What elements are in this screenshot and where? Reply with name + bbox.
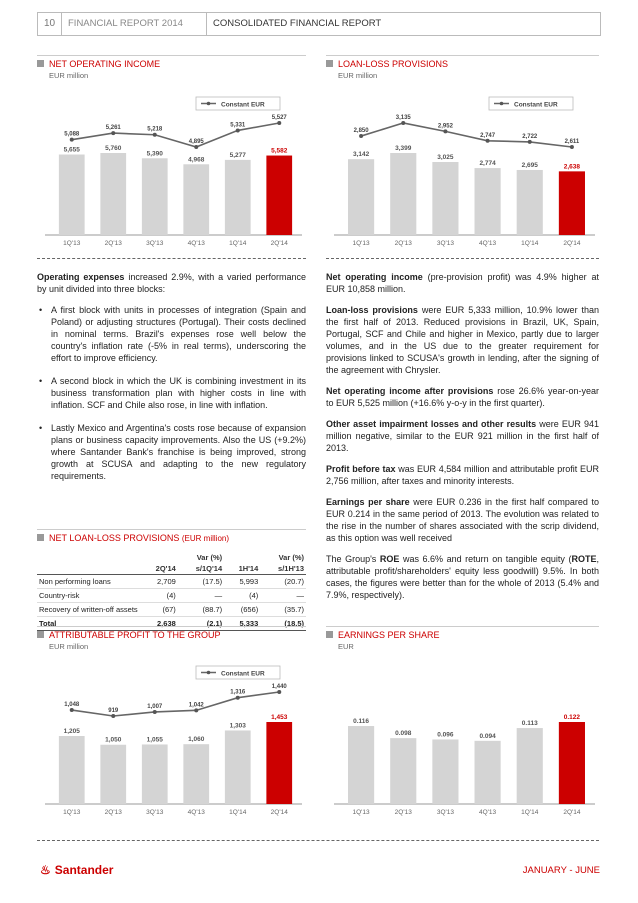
bar [225,160,251,235]
line-value-label: 2,747 [480,132,496,139]
bar-value-label: 1,060 [188,736,205,744]
bar-value-label: 1,055 [146,736,163,744]
category-tick-label: 2Q'13 [394,240,412,247]
category-tick-label: 3Q'13 [146,240,164,247]
bar [225,730,251,804]
paragraph: Net operating income after provisions rose 26.6% year-on-year to EUR 5,525 million (+16.6% y-o-y in the first quarter). [326,386,599,408]
category-tick-label: 2Q'13 [104,809,122,816]
bar-value-label: 0.094 [479,732,496,740]
legend-label: Constant EUR [221,101,265,109]
net-operating-income-chart [37,95,306,250]
chart4-subtitle: EUR [338,642,354,651]
bar [475,168,501,235]
category-tick-label: 3Q'13 [146,809,164,816]
category-tick-label: 3Q'13 [436,809,454,816]
category-tick-label: 2Q'13 [394,809,412,816]
paragraph: Loan-loss provisions were EUR 5,333 million, 10.9% lower than the first half of 2013. Reduced provisions in Brazil, UK, Spain, Portugal, SCF and Chile and higher in Mexico, partly due to larger volumes, and in the US due to the greater requirement for provisions linked to SCUSA's growth in lending, after the signing of the agreement with Chrysler. [326,305,600,375]
category-tick-label: 2Q'14 [270,240,288,247]
bar [432,739,458,804]
legend-label: Constant EUR [514,101,558,109]
paragraph: Other asset impairment losses and other results were EUR 941 million negative, similar to the EUR 921 million in the first half of 2013. [326,419,599,453]
bar-value-label: 1,050 [105,736,122,744]
line-value-label: 2,952 [437,123,453,130]
operating-expenses-text: Operating expenses increased 2.9%, with a varied performance by unit divided into three blocks: • A first block with units in processes of integration (Spain and Poland) or adjusting structures (Portugal). Their costs declined in nominal terms. Brazil's expenses rose well below the country's inflation rate (-5% in real terms), underscoring the effort to improve efficiency. • A second block in which the UK is combining investment in its business transformation plan with higher costs in line with inflation. SCF and Chile also rose, in line with inflation. • Lastly Mexico and Argentina's costs rose because of expansion plans or business capacity improvements. Also the US (+9.2%) where Santander Bank's franchise is being improved, strong growth at SCUSA and adapting to the new regulatory requirements. [37,271,306,493]
bar-value-label: 5,655 [63,146,80,154]
bar [475,741,501,804]
category-tick-label: 3Q'13 [436,240,454,247]
category-tick-label: 1Q'13 [352,809,370,816]
table-row: Country-risk (4) — (4) — [37,589,306,603]
bar [59,154,85,235]
chart1-subtitle: EUR million [49,71,89,80]
bar-value-label: 2,774 [479,160,496,168]
line-value-label: 1,007 [147,703,163,710]
bar-value-label: 5,582 [271,147,288,155]
category-tick-label: 1Q'14 [521,809,539,816]
bar [266,722,292,804]
line-value-label: 4,895 [188,139,204,145]
line-value-label: 1,048 [64,702,80,709]
table-total-row: Total 2,638 (2.1) 5,333 (18.5) [37,617,306,631]
line-value-label: 2,611 [564,139,580,145]
loan-loss-provisions-table: 2Q'14 Var (%) 1H'14 Var (%) s/1Q'14 s/1H'13 Non performing loans 2,709 (17.5) 5,993 (20.7) Country-risk (4) — (4) — Recovery of written-off assets (67) (88.7) (656) (35.7) Total 2,638 (2.1) 5,333 (18.5) [37,552,306,631]
page-header [37,12,601,36]
chart3-subtitle: EUR million [49,642,89,651]
bar [348,726,374,804]
bar-value-label: 1,303 [229,722,246,730]
bar [100,153,126,235]
line-value-label: 2,722 [522,133,538,140]
bar-value-label: 0.098 [395,730,412,738]
bar [390,153,416,235]
bar-value-label: 2,638 [563,163,581,171]
paragraph: Net operating income (pre-provision profit) was 4.9% higher at EUR 10,858 million. [326,272,599,294]
bar-value-label: 0.096 [437,731,454,739]
line-value-label: 5,088 [64,131,80,138]
line-point [236,128,240,132]
bar-value-label: 1,453 [271,714,288,721]
category-tick-label: 2Q'13 [104,240,122,247]
bar-value-label: 5,760 [105,145,122,152]
chart4-title: EARNINGS PER SHARE [326,630,440,640]
attributable-profit-chart [37,664,306,819]
santander-logo: ♨ Santander [40,863,114,877]
line-point [194,145,198,149]
line-value-label: 919 [108,708,119,714]
line-point [194,708,198,712]
category-tick-label: 1Q'14 [229,240,247,247]
line-value-label: 5,261 [105,125,121,132]
flame-icon: ♨ [40,863,51,877]
category-tick-label: 2Q'14 [270,809,288,816]
line-point [486,139,490,143]
constant-eur-line [72,689,280,716]
line-value-label: 5,218 [147,126,163,133]
bar-value-label: 5,277 [229,151,246,159]
bar-value-label: 0.116 [353,718,370,726]
line-value-label: 3,135 [395,115,411,121]
paragraph: Profit before tax was EUR 4,584 million and attributable profit EUR 2,756 million, after taxes and minority interests. [326,464,599,486]
line-point [153,710,157,714]
bullet-item: • Lastly Mexico and Argentina's costs rose because of expansion plans or business capacity improvements. Also the US (+9.2%) where Santander Bank's franchise is being improved, strong growth at SCUSA and adapting to the new regulatory requirements. [37,422,306,482]
line-point [443,129,447,133]
bar [183,744,209,804]
legend-label: Constant EUR [221,670,265,678]
line-point [359,134,363,138]
bar-value-label: 3,142 [352,151,370,159]
category-tick-label: 1Q'14 [229,809,247,816]
bar [348,159,374,235]
category-tick-label: 1Q'13 [63,809,81,816]
line-value-label: 1,042 [188,702,204,709]
footer-period: JANUARY - JUNE [522,865,600,876]
bar-value-label: 2,695 [521,161,538,169]
category-tick-label: 4Q'13 [479,240,497,247]
legend-marker-icon [500,102,504,106]
line-value-label: 1,440 [271,684,287,690]
constant-eur-line [72,123,280,147]
bar [432,162,458,235]
report-title: FINANCIAL REPORT 2014 [68,18,183,29]
table-row: Non performing loans 2,709 (17.5) 5,993 (20.7) [37,575,306,589]
section-title: CONSOLIDATED FINANCIAL REPORT [213,18,382,29]
paragraph: Earnings per share were EUR 0.236 in the first half compared to EUR 0.214 in the same period of 2013. The evolution was related to the rise in the number of shares associated with the scrip dividend, as this option was well received [326,497,599,543]
line-point [70,708,74,712]
bar-value-label: 1,205 [63,727,80,735]
table-title: NET LOAN-LOSS PROVISIONS (EUR million) [37,533,229,543]
line-point [277,690,281,694]
bar [142,158,168,235]
category-tick-label: 1Q'14 [521,240,539,247]
category-tick-label: 4Q'13 [187,240,205,247]
roe-paragraph: The Group's ROE was 6.6% and return on tangible equity (ROTE, attributable profit/shareholders' equity less goodwill) 9.5%. In both cases, the figures were better than for the whole of 2013 (5.4% and 7.9%, respectively). [326,554,599,600]
line-value-label: 2,850 [353,128,369,135]
line-point [570,145,574,149]
category-tick-label: 4Q'13 [479,809,497,816]
chart2-title: LOAN-LOSS PROVISIONS [326,59,448,69]
category-tick-label: 2Q'14 [563,809,581,816]
earnings-per-share-chart [326,664,599,819]
bar [59,736,85,804]
line-point [277,121,281,125]
constant-eur-line [361,123,572,147]
category-tick-label: 4Q'13 [187,809,205,816]
legend-marker-icon [207,671,211,675]
line-point [236,696,240,700]
category-tick-label: 1Q'13 [63,240,81,247]
bar [183,164,209,235]
legend-marker-icon [207,102,211,106]
bar-value-label: 0.113 [521,720,538,728]
chart3-title: ATTRIBUTABLE PROFIT TO THE GROUP [37,630,221,640]
table-row: Recovery of written-off assets (67) (88.7) (656) (35.7) [37,603,306,617]
line-point [111,714,115,718]
line-point [401,121,405,125]
line-value-label: 1,316 [230,689,246,696]
bar [517,728,543,804]
line-point [528,140,532,144]
line-value-label: 5,331 [230,122,246,129]
page-number: 10 [38,13,62,35]
bar-value-label: 4,968 [188,156,205,164]
bar-value-label: 3,399 [395,145,412,152]
bar [390,738,416,804]
results-text [326,271,599,610]
bullet-item: • A first block with units in processes of integration (Spain and Poland) or adjusting structures (Portugal). Their costs declined in nominal terms. Brazil's expenses rose well below the country's inflation rate (-5% in real terms), underscoring the effort to improve efficiency. [37,304,306,364]
bar [142,744,168,804]
line-point [70,138,74,142]
loan-loss-provisions-chart [326,95,599,250]
bar [559,722,585,804]
bar-value-label: 5,390 [146,150,163,158]
bar [266,156,292,235]
bullet-item: • A second block in which the UK is combining investment in its business transformation plan with higher costs in line with inflation. SCF and Chile also rose, in line with inflation. [37,375,306,411]
chart2-subtitle: EUR million [338,71,378,80]
line-point [153,133,157,137]
bar [517,170,543,235]
bar-value-label: 3,025 [437,154,454,162]
chart1-title: NET OPERATING INCOME [37,59,160,69]
category-tick-label: 2Q'14 [563,240,581,247]
bar-value-label: 0.122 [563,714,581,721]
line-point [111,131,115,135]
bar [559,171,585,235]
line-value-label: 5,527 [271,115,287,121]
bar [100,745,126,804]
category-tick-label: 1Q'13 [352,240,370,247]
